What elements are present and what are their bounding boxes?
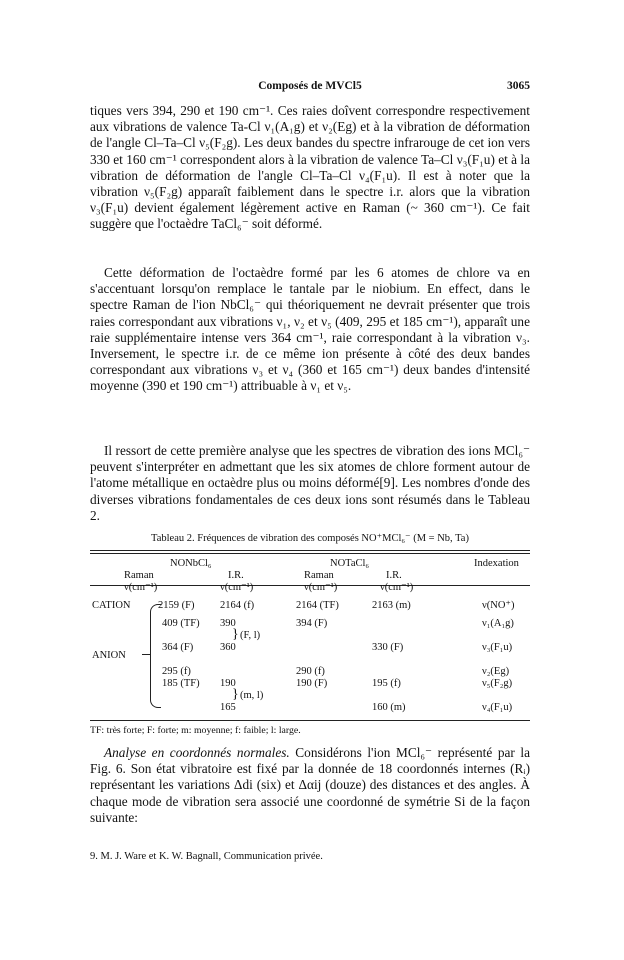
analysis-text: Considérons l'ion MCl₆⁻ représenté par la Fig. 6. Son état vibratoire est fixé par la donnée de 18 coordonnés internes (Rᵢ) représentant les variations Δdi (six) et Δαij (douze) des distances et des angles. À chaque mode de vibration sera associé une coordonné de symétrie Si de la façon suivante:: [90, 745, 530, 825]
subheader-raman-ta: Raman: [304, 570, 334, 581]
unit-raman-nb: ν(cm⁻¹): [124, 582, 158, 593]
cation-ir-nb: 2164 (f): [220, 600, 255, 611]
page-number: 3065: [507, 80, 530, 92]
table-bottom-rule: [90, 720, 530, 721]
subheader-ir-nb: I.R.: [228, 570, 244, 581]
unit-raman-ta: ν(cm⁻¹): [304, 582, 338, 593]
anion-2-ir-ta: 330 (F): [372, 642, 404, 653]
subheader-ir-ta: I.R.: [386, 570, 402, 581]
anion-3-indexation: ν₂(Eg): [482, 666, 510, 677]
unit-ir-nb: ν(cm⁻¹): [220, 582, 254, 593]
anion-4-raman-ta: 190 (F): [296, 678, 328, 689]
table-top-rule: [90, 550, 530, 551]
anion-4-raman-nb: 185 (TF): [162, 678, 200, 689]
unit-ir-ta: ν(cm⁻¹): [380, 582, 414, 593]
column-header-indexation: Indexation: [474, 558, 519, 569]
group-header-notacl6: NOTaCl₆: [330, 558, 370, 569]
anion-1-raman-ta: 394 (F): [296, 618, 328, 629]
paragraph-3: [90, 443, 530, 524]
running-title: Composés de MVCl5: [258, 80, 362, 92]
anion-1-ir-nb: 390: [220, 618, 236, 629]
anion-1-indexation: ν₁(A₁g): [482, 618, 514, 629]
cation-raman-ta: 2164 (TF): [296, 600, 339, 611]
anion-2-indexation: ν₃(F₁u): [482, 642, 513, 653]
table-footnote: TF: très forte; F: forte; m: moyenne; f: faible; l: large.: [90, 725, 301, 736]
paragraph-1: tiques vers 394, 290 et 190 cm⁻¹. Ces raies doîvent correspondre respectivement aux vibrations de valence Ta-Cl ν₁(A₁g) et ν₂(Eg) et à la vibration de déformation de l'angle Cl–Ta–Cl ν₅(F₂g). Les deux bandes du spectre infrarouge de cet ion vers 330 et 160 cm⁻¹ correspondent alors à la vibration de valence Ta–Cl ν₃(F₁u) et à la vibration de déformation de l'angle Cl–Ta–Cl ν₄(F₁u). Il est à noter que la vibration ν₅(F₂g) apparaît faiblement dans le spectre i.r. alors que la vibration ν₃(F₁u) devient également légèrement active en Raman (~ 360 cm⁻¹). Ce fait suggère que l'octaèdre TaCl₆⁻ soit déformé.: [90, 103, 530, 232]
vibration-table: [90, 556, 530, 720]
anion-3-raman-nb: 295 (f): [162, 666, 191, 677]
table-top-rule-2: [90, 553, 530, 554]
cation-indexation: ν(NO⁺): [482, 600, 515, 611]
anion-brace-tick: [142, 654, 150, 655]
table-caption: Tableau 2. Fréquences de vibration des composés NO⁺MCl₆⁻ (M = Nb, Ta): [151, 533, 469, 544]
anion-brace: [150, 604, 161, 708]
reference-footnote: 9. M. J. Ware et K. W. Bagnall, Communication privée.: [90, 851, 323, 862]
paragraph-2-text: Cette déformation de l'octaèdre formé par les 6 atomes de chlore va en s'accentuant lorsqu'on remplace le tantale par le niobium. En effect, dans le spectre Raman de l'ion NbCl₆⁻ qui théoriquement ne devrait présenter que trois raies correspondant aux vibrations ν₁, ν₂ et ν₅ (409, 295 et 185 cm⁻¹), apparaît une raie supplémentaire intense vers 364 cm⁻¹, raie correspondant à la vibration ν₃. Inversement, le spectre i.r. de ce même ion présente à côté des deux bandes correspondant aux vibrations ν₃ et ν₄ (360 et 165 cm⁻¹) deux bandes d'intensité moyenne (390 et 190 cm⁻¹) attribuable à ν₁ et ν₅.: [90, 265, 530, 394]
paragraph-2: [90, 265, 530, 395]
analysis-heading: Analyse en coordonnés normales.: [104, 745, 290, 760]
cation-raman-nb: 2159 (F): [158, 600, 195, 611]
brace-glyph-1: }: [232, 627, 239, 642]
brace-label-2: (m, l): [240, 690, 264, 701]
paragraph-3-text: Il ressort de cette première analyse que les spectres de vibration des ions MCl₆⁻ peuvent s'interpréter en admettant que les six atomes de chlore forment autour de l'atome métallique en octaèdre plus ou moins déformé[9]. Les nombres d'onde des diverses vibrations fondamentales de ces deux ions sont résumés dans le Tableau 2.: [90, 443, 530, 523]
subheader-raman-nb: Raman: [124, 570, 154, 581]
anion-5-indexation: ν₄(F₁u): [482, 702, 513, 713]
brace-label-1: (F, l): [240, 630, 261, 641]
row-label-anion: ANION: [92, 650, 126, 661]
group-header-nonbcl6: NONbCl₆: [170, 558, 212, 569]
anion-2-raman-nb: 364 (F): [162, 642, 194, 653]
anion-4-ir-ta: 195 (f): [372, 678, 401, 689]
anion-3-raman-ta: 290 (f): [296, 666, 325, 677]
anion-4-indexation: ν₅(F₂g): [482, 678, 513, 689]
anion-5-ir-ta: 160 (m): [372, 702, 406, 713]
running-header: [90, 80, 530, 98]
analysis-paragraph: [90, 745, 530, 826]
brace-glyph-2: }: [232, 687, 239, 702]
anion-5-ir-nb: 165: [220, 702, 236, 713]
cation-ir-ta: 2163 (m): [372, 600, 411, 611]
anion-4-ir-nb: 190: [220, 678, 236, 689]
anion-2-ir-nb: 360: [220, 642, 236, 653]
row-label-cation: CATION: [92, 600, 131, 611]
anion-1-raman-nb: 409 (TF): [162, 618, 200, 629]
